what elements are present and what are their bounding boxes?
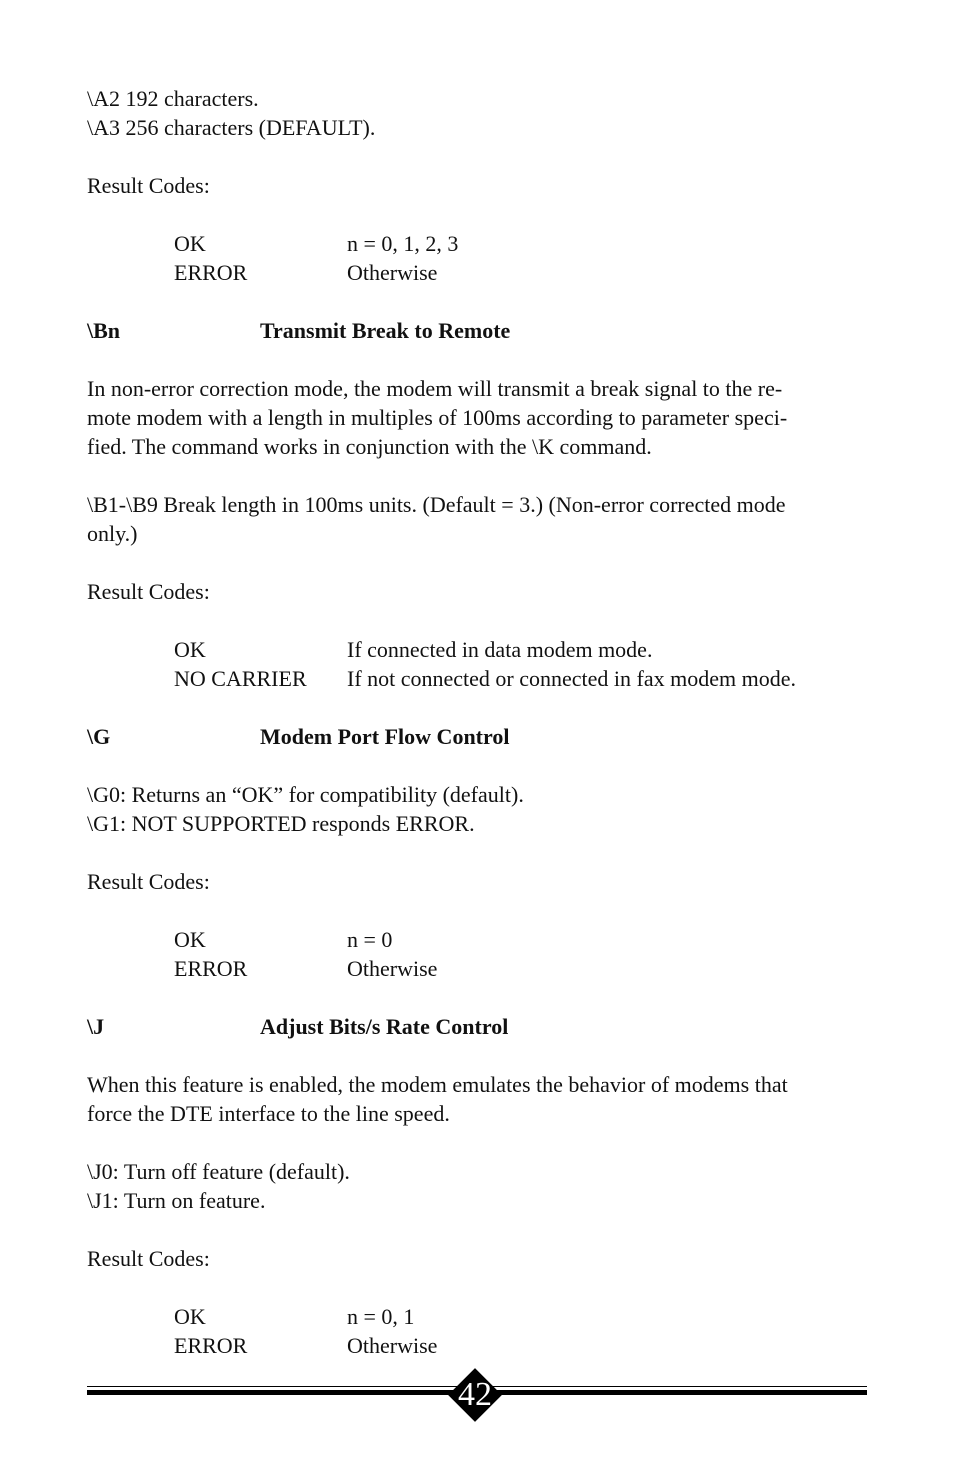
section-heading-g	[87, 722, 867, 751]
result-code: OK	[174, 637, 206, 662]
paragraph-line: fied. The command works in conjunction with the \K command.	[87, 434, 652, 459]
page-number: 42	[458, 1376, 492, 1413]
result-code-row	[174, 954, 867, 983]
section-heading-bn	[87, 316, 867, 345]
command-name: \Bn	[87, 318, 121, 343]
g0-option: \G0: Returns an “OK” for compatibility (default).	[87, 782, 524, 807]
spacer	[87, 1041, 867, 1070]
result-code: OK	[174, 231, 206, 256]
result-code: OK	[174, 927, 206, 952]
result-code-row	[174, 258, 867, 287]
command-name: \J	[87, 1014, 105, 1039]
spacer	[87, 693, 867, 722]
result-code-desc: Otherwise	[347, 1333, 438, 1358]
spacer	[87, 896, 867, 925]
paragraph-line: When this feature is enabled, the modem emulates the behavior of modems that	[87, 1072, 788, 1097]
command-title: Modem Port Flow Control	[260, 724, 510, 749]
a3-option: \A3 256 characters (DEFAULT).	[87, 115, 376, 140]
result-code-row	[174, 1331, 867, 1360]
result-code: NO CARRIER	[174, 666, 307, 691]
j1-option: \J1: Turn on feature.	[87, 1188, 266, 1213]
g1-option: \G1: NOT SUPPORTED responds ERROR.	[87, 811, 475, 836]
spacer	[87, 751, 867, 780]
command-name: \G	[87, 724, 111, 749]
result-code-row	[174, 1302, 867, 1331]
spacer	[87, 1128, 867, 1157]
result-codes-table	[87, 1302, 867, 1360]
result-code-desc: If not connected or connected in fax modem mode.	[347, 666, 797, 691]
result-code: OK	[174, 1304, 206, 1329]
section-heading-j	[87, 1012, 867, 1041]
spacer	[87, 983, 867, 1012]
result-code-desc: n = 0, 1, 2, 3	[347, 231, 459, 256]
bn-options	[87, 490, 867, 548]
paragraph-line: only.)	[87, 521, 138, 546]
spacer	[87, 838, 867, 867]
result-codes-table	[87, 229, 867, 287]
paragraph-line: mote modem with a length in multiples of 100ms according to parameter speci-	[87, 405, 788, 430]
result-code: ERROR	[174, 260, 248, 285]
spacer	[87, 1215, 867, 1244]
spacer	[87, 287, 867, 316]
result-code-desc: n = 0, 1	[347, 1304, 415, 1329]
result-code-row	[174, 925, 867, 954]
bn-description	[87, 374, 867, 461]
result-code-desc: Otherwise	[347, 260, 438, 285]
spacer	[87, 461, 867, 490]
result-codes-label: Result Codes:	[87, 869, 210, 894]
manual-page	[87, 84, 867, 1360]
j0-option: \J0: Turn off feature (default).	[87, 1159, 350, 1184]
result-codes-label: Result Codes:	[87, 1246, 210, 1271]
command-title: Transmit Break to Remote	[260, 318, 511, 343]
result-code: ERROR	[174, 1333, 248, 1358]
spacer	[87, 142, 867, 171]
result-code-row	[174, 635, 867, 664]
result-code-desc: Otherwise	[347, 956, 438, 981]
result-code-desc: n = 0	[347, 927, 393, 952]
result-codes-label: Result Codes:	[87, 579, 210, 604]
result-codes-table	[87, 635, 867, 693]
page-footer	[87, 1376, 867, 1413]
result-code: ERROR	[174, 956, 248, 981]
result-code-row	[174, 229, 867, 258]
result-code-row	[174, 664, 867, 693]
spacer	[87, 345, 867, 374]
j-description	[87, 1070, 867, 1128]
result-codes-label: Result Codes:	[87, 173, 210, 198]
result-codes-table	[87, 925, 867, 983]
spacer	[87, 200, 867, 229]
paragraph-line: \B1-\B9 Break length in 100ms units. (Default = 3.) (Non-error corrected mode	[87, 492, 786, 517]
spacer	[87, 548, 867, 577]
command-title: Adjust Bits/s Rate Control	[260, 1014, 509, 1039]
spacer	[87, 606, 867, 635]
paragraph-line: In non-error correction mode, the modem will transmit a break signal to the re-	[87, 376, 783, 401]
a2-option: \A2 192 characters.	[87, 86, 259, 111]
spacer	[87, 1273, 867, 1302]
result-code-desc: If connected in data modem mode.	[347, 637, 653, 662]
paragraph-line: force the DTE interface to the line speed.	[87, 1101, 450, 1126]
